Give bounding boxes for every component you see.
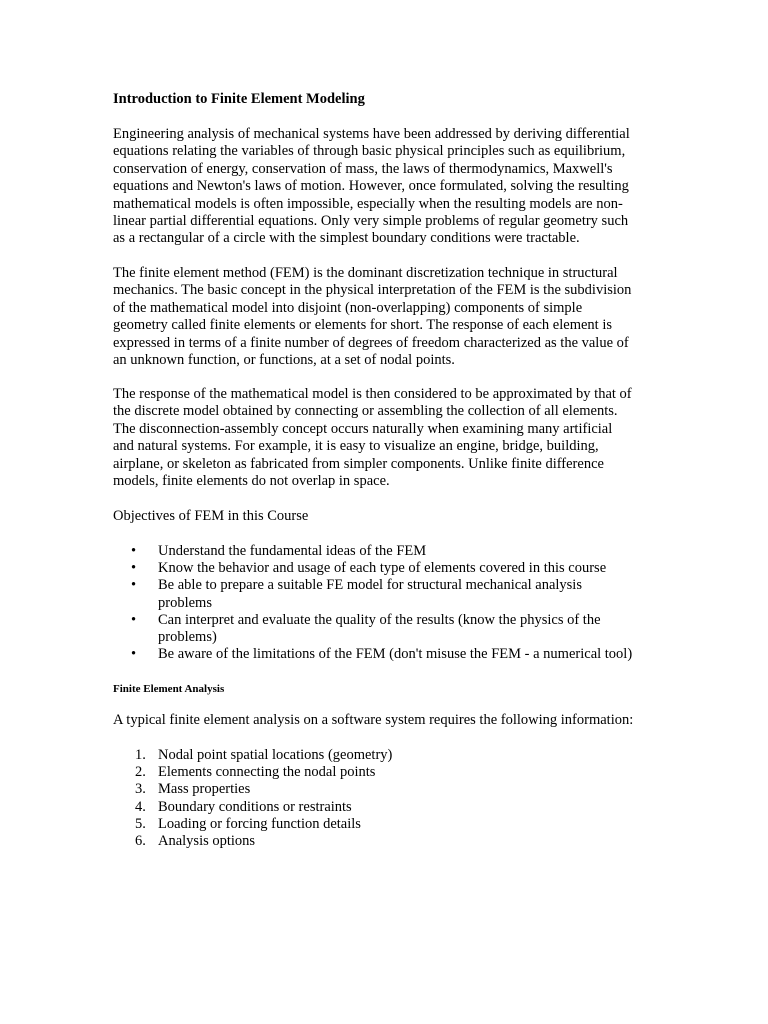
bullet-marker: • bbox=[131, 543, 137, 559]
list-item bbox=[113, 646, 632, 663]
paragraph-line: airplane, or skeleton as fabricated from simpler components. Unlike finite difference bbox=[113, 455, 604, 472]
paragraph-line: of the mathematical model into disjoint (non-overlapping) components of simple bbox=[113, 299, 583, 316]
paragraph-fem-definition bbox=[113, 265, 673, 369]
paragraph-line: The response of the mathematical model is then considered to be approximated by that of bbox=[113, 386, 632, 402]
paragraph-line: mathematical models is often impossible, especially when the resulting models are non- bbox=[113, 195, 623, 212]
fea-steps-list bbox=[113, 747, 392, 850]
list-item-text: Can interpret and evaluate the quality of the results (know the physics of the bbox=[158, 611, 601, 628]
list-number: 5. bbox=[135, 815, 146, 832]
paragraph-line: as a rectangular of a circle with the simplest boundary conditions were tractable. bbox=[113, 230, 580, 247]
paragraph-line: Engineering analysis of mechanical systems have been addressed by deriving differential bbox=[113, 126, 630, 142]
bullet-marker: • bbox=[131, 560, 137, 577]
paragraph-response-model bbox=[113, 386, 673, 490]
list-item bbox=[113, 543, 632, 560]
paragraph-line: geometry called finite elements or elements for short. The response of each element is bbox=[113, 317, 612, 334]
bullet-marker: • bbox=[131, 646, 137, 663]
list-item-text: Loading or forcing function details bbox=[158, 815, 361, 832]
list-item-text: Know the behavior and usage of each type of elements covered in this course bbox=[158, 560, 607, 577]
list-item-text: Be able to prepare a suitable FE model for structural mechanical analysis bbox=[158, 577, 582, 594]
list-item bbox=[113, 747, 392, 764]
paragraph-line: mechanics. The basic concept in the physical interpretation of the FEM is the subdivision bbox=[113, 282, 632, 299]
list-item bbox=[113, 612, 632, 646]
list-number: 6. bbox=[135, 833, 146, 850]
fea-intro-text: A typical finite element analysis on a software system requires the following information: bbox=[113, 712, 634, 728]
list-number: 1. bbox=[135, 747, 146, 763]
paragraph-line: and natural systems. For example, it is easy to visualize an engine, bridge, building, bbox=[113, 438, 599, 455]
paragraph-line: equations and Newton's laws of motion. However, once formulated, solving the resulting bbox=[113, 178, 629, 195]
bullet-marker: • bbox=[131, 577, 137, 594]
paragraph-line: The finite element method (FEM) is the dominant discretization technique in structural bbox=[113, 265, 618, 281]
list-item bbox=[113, 764, 392, 781]
paragraph-line: linear partial differential equations. Only very simple problems of regular geometry such bbox=[113, 213, 629, 230]
list-item-text: problems bbox=[158, 594, 212, 611]
paragraph-line: conservation of energy, conservation of mass, the laws of thermodynamics, Maxwell's bbox=[113, 160, 613, 177]
list-item-text: Nodal point spatial locations (geometry) bbox=[158, 747, 393, 763]
list-item-text: Analysis options bbox=[158, 833, 256, 850]
paragraph-line: the discrete model obtained by connecting or assembling the collection of all elements. bbox=[113, 403, 618, 420]
list-item bbox=[113, 781, 392, 798]
list-item bbox=[113, 816, 392, 833]
paragraph-line: expressed in terms of a finite number of degrees of freedom characterized as the value of bbox=[113, 334, 629, 351]
paragraph-line: The disconnection-assembly concept occurs naturally when examining many artificial bbox=[113, 420, 613, 437]
objectives-list bbox=[113, 543, 632, 663]
list-item bbox=[113, 560, 632, 577]
document-title: Introduction to Finite Element Modeling bbox=[113, 91, 365, 107]
objectives-heading: Objectives of FEM in this Course bbox=[113, 508, 309, 524]
list-item bbox=[113, 833, 392, 850]
list-number: 4. bbox=[135, 798, 146, 815]
list-number: 3. bbox=[135, 781, 146, 798]
list-item-text: Mass properties bbox=[158, 781, 251, 798]
list-item bbox=[113, 577, 632, 611]
list-item-text: Be aware of the limitations of the FEM (don't misuse the FEM - a numerical tool) bbox=[158, 646, 633, 663]
list-item-text: Understand the fundamental ideas of the FEM bbox=[158, 543, 427, 559]
bullet-marker: • bbox=[131, 611, 137, 628]
paragraph-line: an unknown function, or functions, at a set of nodal points. bbox=[113, 352, 455, 369]
paragraph-line: models, finite elements do not overlap in space. bbox=[113, 473, 390, 490]
paragraph-line: equations relating the variables of through basic physical principles such as equilibrium, bbox=[113, 143, 626, 160]
list-item-text: Elements connecting the nodal points bbox=[158, 764, 376, 781]
list-number: 2. bbox=[135, 764, 146, 781]
list-item-text: Boundary conditions or restraints bbox=[158, 798, 352, 815]
list-item bbox=[113, 799, 392, 816]
paragraph-engineering-analysis bbox=[113, 126, 673, 248]
list-item-text: problems) bbox=[158, 629, 217, 646]
section-heading-fea: Finite Element Analysis bbox=[113, 683, 225, 695]
